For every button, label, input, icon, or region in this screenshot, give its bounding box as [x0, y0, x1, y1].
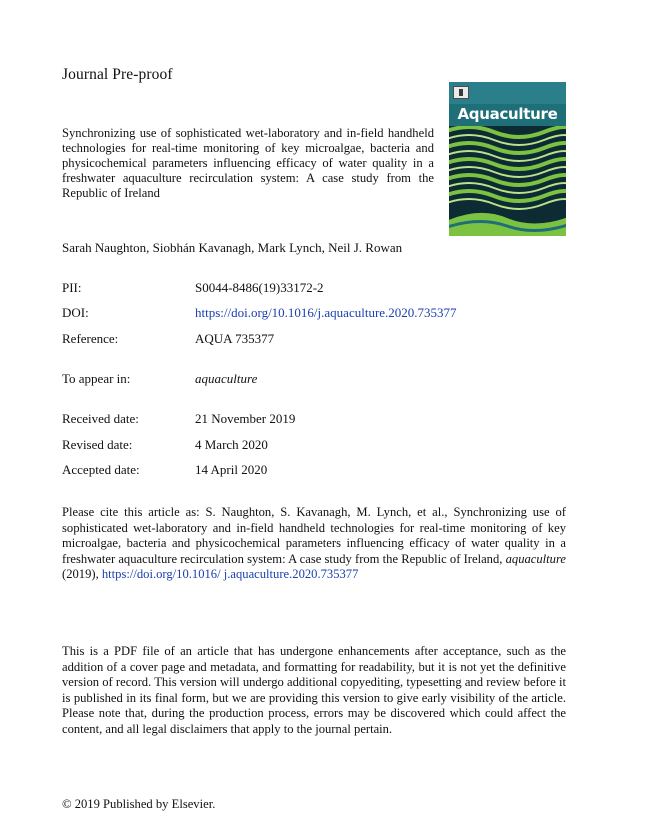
cover-artwork [449, 126, 566, 236]
appear-in-value: aquaculture [195, 371, 258, 386]
revised-date-value: 4 March 2020 [195, 437, 268, 452]
doi-label: DOI: [62, 305, 89, 320]
citation-doi-link[interactable]: https://doi.org/10.1016/ j.aquaculture.2020.735377 [101, 567, 359, 582]
received-date-label: Received date: [62, 411, 139, 426]
pii-label: PII: [62, 280, 82, 295]
received-date-value: 21 November 2019 [195, 411, 296, 426]
reference-label: Reference: [62, 331, 119, 346]
citation-journal: aquaculture [505, 551, 566, 566]
reference-value: AQUA 735377 [195, 331, 275, 346]
revised-date-label: Revised date: [62, 437, 133, 452]
doi-link[interactable]: https://doi.org/10.1016/j.aquaculture.2020.735377 [195, 305, 457, 320]
preproof-notice: This is a PDF file of an article that has undergone enhancements after acceptance, such as the addition of a cover page and metadata, and formatting for readability, but it is not yet the definitive version of record. This version will undergo additional copyediting, typesetting and review before it is published in its final form, but we are providing this version to give early visibility of the article. Please note that, during the production process, errors may be discovered which could affect the content, and all legal disclaimers that apply to the journal pertain. [62, 644, 566, 736]
citation-paragraph [62, 505, 566, 583]
copyright-notice: © 2019 Published by Elsevier. [62, 797, 216, 811]
appear-in-label: To appear in: [62, 371, 131, 386]
cover-header-band [449, 82, 566, 104]
elsevier-tree-logo-icon [453, 86, 469, 99]
journal-cover [449, 82, 566, 236]
citation-year: (2019), [62, 567, 102, 582]
pii-value: S0044-8486(19)33172-2 [195, 280, 324, 295]
cover-journal-name: Aquaculture [457, 105, 558, 123]
article-authors: Sarah Naughton, Siobhán Kavanagh, Mark Lynch, Neil J. Rowan [62, 240, 403, 255]
citation-text: Please cite this article as: S. Naughton, S. Kavanagh, M. Lynch, et al., Synchronizing use of sophisticated wet-laboratory and in-field handheld technologies for real-time monitoring of key microalgae, bacteria and physicochemical parameters influencing efficacy of water quality in a freshwater aquaculture recirculation system: A case study from the Republic of Ireland, [62, 505, 566, 566]
article-title: Synchronizing use of sophisticated wet-laboratory and in-field handheld technologies for real-time monitoring of key microalgae, bacteria and physicochemical parameters influencing efficacy of water quality in a freshwater aquaculture recirculation system: A case study from the Republic of Ireland [62, 126, 434, 200]
accepted-date-value: 14 April 2020 [195, 462, 268, 477]
journal-preproof-label: Journal Pre-proof [62, 66, 173, 83]
accepted-date-label: Accepted date: [62, 462, 140, 477]
